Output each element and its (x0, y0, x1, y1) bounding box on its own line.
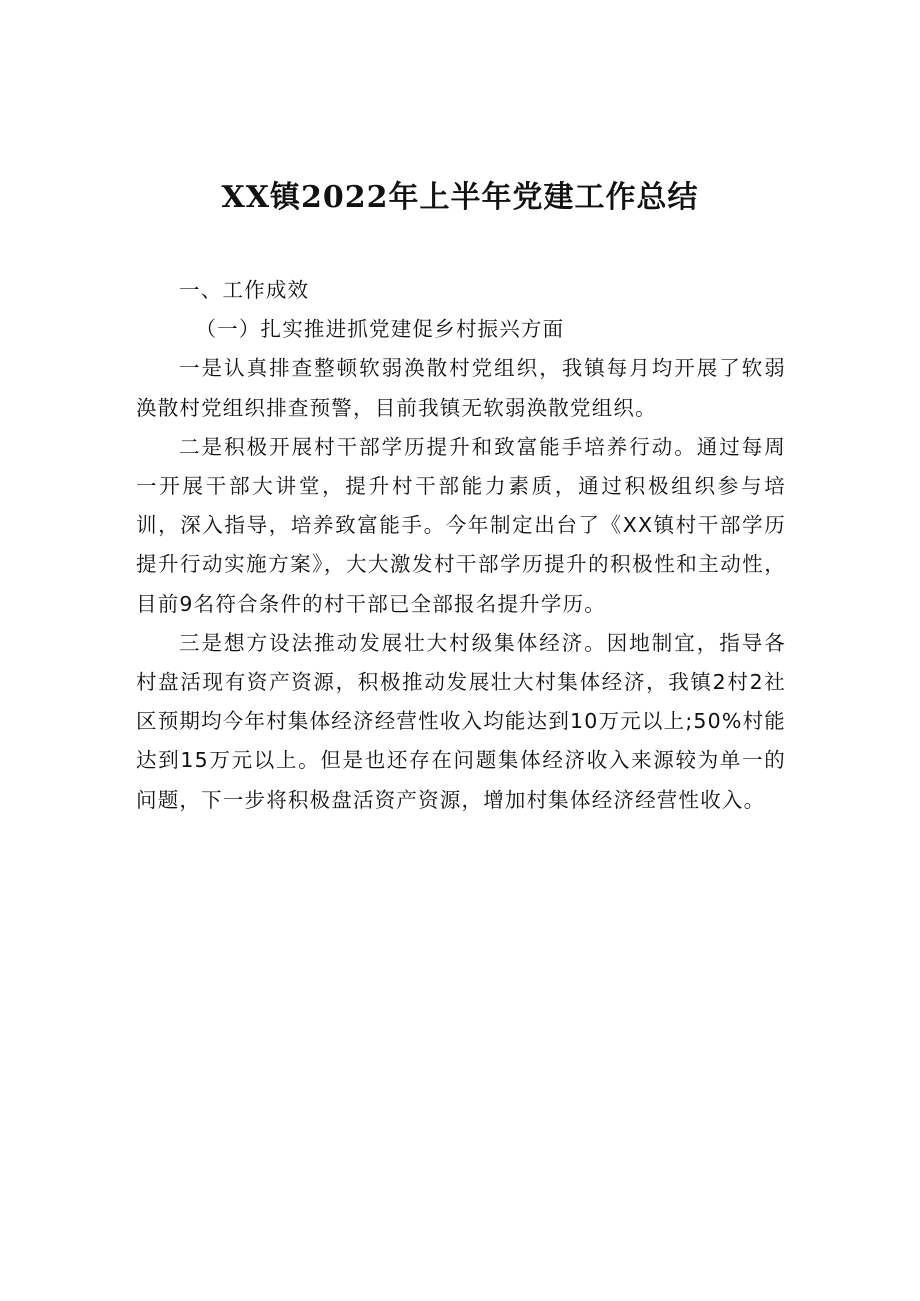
paragraph-3: 三是想方设法推动发展壮大村级集体经济。因地制宜，指导各村盘活现有资产资源，积极推动发展壮大村集体经济，我镇2村2社区预期均今年村集体经济经营性收入均能达到10万元以上;50%村能达到15万元以上。但是也还存在问题集体经济收入来源较为单一的问题，下一步将积极盘活资产资源，增加村集体经济经营性收入。 (136, 630, 786, 812)
document-body (136, 271, 786, 820)
section-heading: 一、工作成效 (179, 278, 310, 302)
paragraph-1: 一是认真排查整顿软弱涣散村党组织，我镇每月均开展了软弱涣散村党组织排查预警，目前我镇无软弱涣散党组织。 (136, 356, 786, 420)
document-title: XX镇2022年上半年党建工作总结 (221, 180, 699, 215)
paragraph-2: 二是积极开展村干部学历提升和致富能手培养行动。通过每周一开展干部大讲堂，提升村干部能力素质，通过积极组织参与培训，深入指导，培养致富能手。今年制定出台了《XX镇村干部学历提升行动实施方案》，大大激发村干部学历提升的积极性和主动性，目前9名符合条件的村干部已全部报名提升学历。 (136, 434, 786, 616)
subsection-heading: （一）扎实推进抓党建促乡村振兴方面 (195, 317, 565, 342)
